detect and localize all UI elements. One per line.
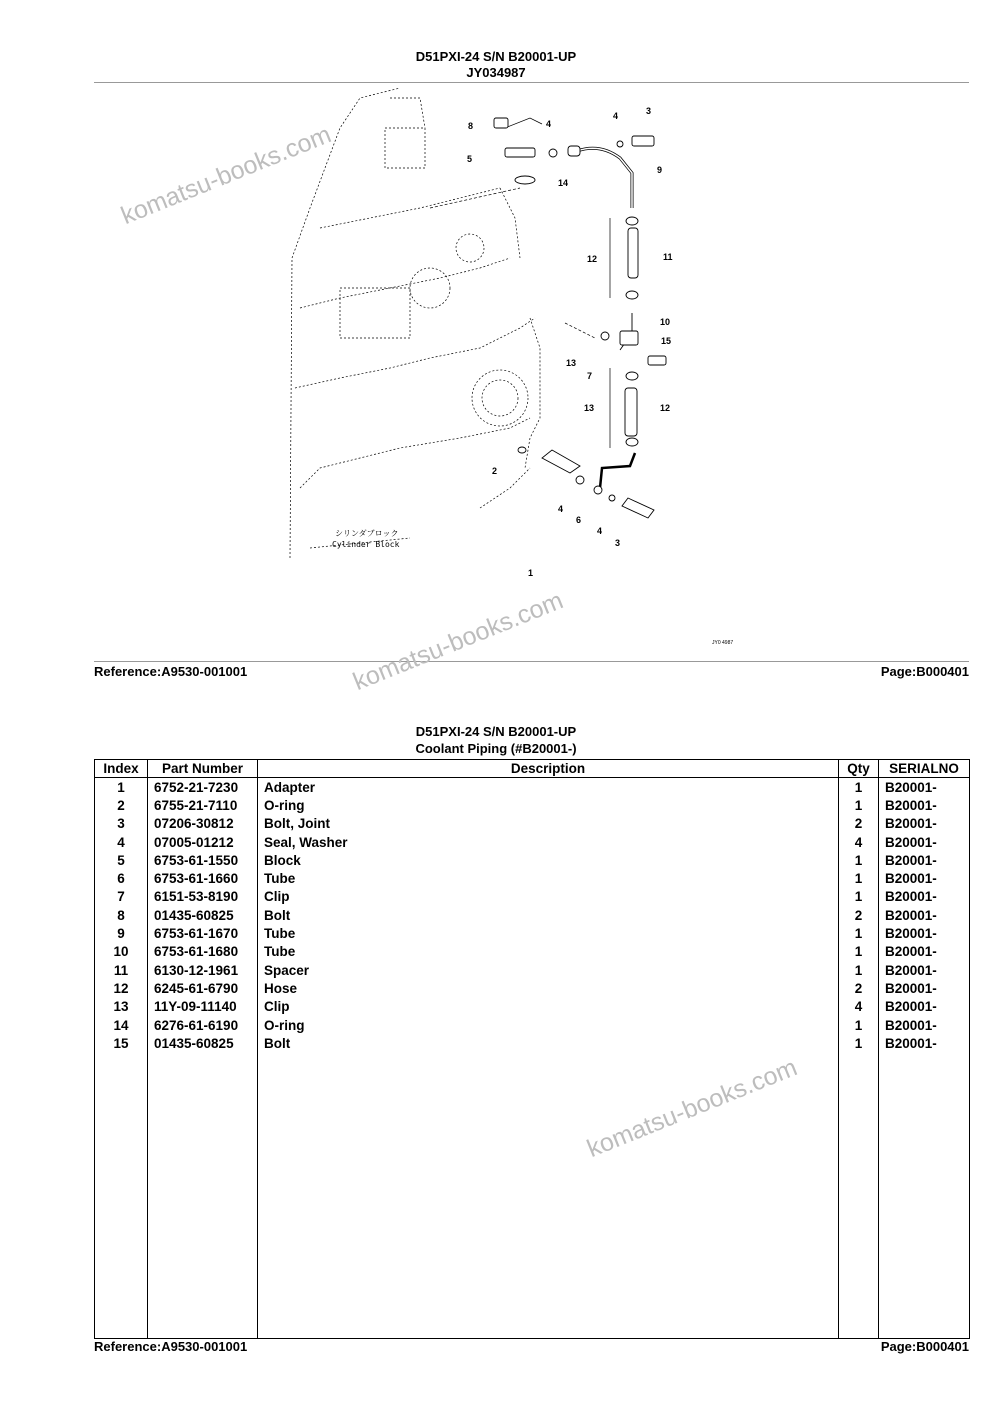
cell-serialno: B20001- bbox=[879, 1034, 970, 1052]
callout-4a: 4 bbox=[546, 119, 552, 129]
callout-6: 6 bbox=[576, 515, 582, 525]
cell-index: 10 bbox=[95, 943, 148, 961]
cell-qty: 1 bbox=[839, 961, 879, 979]
cell-part-number: 6752-21-7230 bbox=[148, 778, 258, 797]
callout-labels bbox=[332, 106, 733, 646]
cell-description: Block bbox=[258, 851, 839, 869]
cell-description: Adapter bbox=[258, 778, 839, 797]
cell-index: 14 bbox=[95, 1016, 148, 1034]
cell-qty: 1 bbox=[839, 851, 879, 869]
cell-index: 8 bbox=[95, 906, 148, 924]
cell-qty: 1 bbox=[839, 888, 879, 906]
cell-part-number: 6753-61-1550 bbox=[148, 851, 258, 869]
table-row bbox=[95, 943, 970, 961]
callout-4d: 4 bbox=[597, 526, 603, 536]
cell-serialno: B20001- bbox=[879, 979, 970, 997]
cell-qty: 1 bbox=[839, 924, 879, 942]
cell-part-number: 6276-61-6190 bbox=[148, 1016, 258, 1034]
cell-index: 1 bbox=[95, 778, 148, 797]
cell-serialno: B20001- bbox=[879, 924, 970, 942]
page2-reference: Reference:A9530-001001 bbox=[94, 1339, 248, 1354]
cell-qty: 1 bbox=[839, 1016, 879, 1034]
col-header-part-number: Part Number bbox=[148, 760, 258, 778]
exploded-parts-diagram bbox=[280, 88, 760, 658]
cell-qty: 1 bbox=[839, 1034, 879, 1052]
callout-13a: 12 bbox=[587, 254, 598, 264]
cell-description: O-ring bbox=[258, 796, 839, 814]
cell-index: 11 bbox=[95, 961, 148, 979]
callout-7: 7 bbox=[587, 371, 593, 381]
cell-index: 7 bbox=[95, 888, 148, 906]
filler-cell bbox=[879, 1052, 970, 1339]
cell-index: 12 bbox=[95, 979, 148, 997]
watermark-text: komatsu-books.com bbox=[349, 586, 568, 697]
table-row bbox=[95, 979, 970, 997]
col-header-description: Description bbox=[258, 760, 839, 778]
callout-10: 10 bbox=[660, 317, 671, 327]
cell-serialno: B20001- bbox=[879, 796, 970, 814]
col-header-index: Index bbox=[95, 760, 148, 778]
cell-part-number: 01435-60825 bbox=[148, 1034, 258, 1052]
parts-shapes bbox=[494, 118, 666, 518]
cell-qty: 1 bbox=[839, 869, 879, 887]
col-header-serialno: SERIALNO bbox=[879, 760, 970, 778]
cell-qty: 2 bbox=[839, 906, 879, 924]
filler-cell bbox=[839, 1052, 879, 1339]
watermark-text: komatsu-books.com bbox=[583, 1053, 802, 1164]
table-row bbox=[95, 796, 970, 814]
col-header-qty: Qty bbox=[839, 760, 879, 778]
header-divider bbox=[94, 82, 969, 83]
cell-part-number: 07005-01212 bbox=[148, 833, 258, 851]
callout-3a: 3 bbox=[646, 106, 652, 116]
table-row bbox=[95, 906, 970, 924]
cell-serialno: B20001- bbox=[879, 833, 970, 851]
cell-part-number: 6753-61-1680 bbox=[148, 943, 258, 961]
callout-5: 5 bbox=[467, 154, 473, 164]
footer-divider-1 bbox=[94, 661, 969, 662]
cell-serialno: B20001- bbox=[879, 869, 970, 887]
cell-part-number: 11Y-09-11140 bbox=[148, 998, 258, 1016]
cell-index: 15 bbox=[95, 1034, 148, 1052]
page1-subtitle: JY034987 bbox=[466, 65, 526, 80]
page2-page-number: Page:B000401 bbox=[880, 1339, 969, 1354]
callout-8: 8 bbox=[468, 121, 474, 131]
table-row bbox=[95, 961, 970, 979]
cell-serialno: B20001- bbox=[879, 851, 970, 869]
cell-part-number: 6151-53-8190 bbox=[148, 888, 258, 906]
table-row bbox=[95, 888, 970, 906]
cell-index: 4 bbox=[95, 833, 148, 851]
cell-qty: 2 bbox=[839, 815, 879, 833]
table-row bbox=[95, 869, 970, 887]
cell-description: Clip bbox=[258, 888, 839, 906]
cell-serialno: B20001- bbox=[879, 815, 970, 833]
cell-serialno: B20001- bbox=[879, 906, 970, 924]
table-row bbox=[95, 815, 970, 833]
cell-description: Bolt bbox=[258, 906, 839, 924]
cell-description: Bolt bbox=[258, 1034, 839, 1052]
callout-3b: 3 bbox=[615, 538, 621, 548]
callout-1: 1 bbox=[528, 568, 534, 578]
watermark-text: komatsu-books.com bbox=[117, 120, 336, 231]
filler-cell bbox=[148, 1052, 258, 1339]
cell-description: Hose bbox=[258, 979, 839, 997]
callout-4b: 4 bbox=[613, 111, 619, 121]
page1-reference: Reference:A9530-001001 bbox=[94, 664, 248, 679]
cell-part-number: 01435-60825 bbox=[148, 906, 258, 924]
table-row bbox=[95, 998, 970, 1016]
table-row bbox=[95, 924, 970, 942]
cell-index: 6 bbox=[95, 869, 148, 887]
cell-part-number: 6245-61-6790 bbox=[148, 979, 258, 997]
callout-13b: 13 bbox=[584, 403, 595, 413]
block-label-jp: シリンダブロック bbox=[335, 529, 399, 538]
cell-qty: 2 bbox=[839, 979, 879, 997]
cell-description: O-ring bbox=[258, 1016, 839, 1034]
callout-15: 15 bbox=[661, 336, 672, 346]
table-row bbox=[95, 1034, 970, 1052]
cell-description: Clip bbox=[258, 998, 839, 1016]
cell-serialno: B20001- bbox=[879, 943, 970, 961]
cell-description: Tube bbox=[258, 943, 839, 961]
callout-9: 9 bbox=[657, 165, 663, 175]
cell-description: Tube bbox=[258, 924, 839, 942]
callout-12b: 12 bbox=[660, 403, 671, 413]
cell-serialno: B20001- bbox=[879, 888, 970, 906]
table-row bbox=[95, 833, 970, 851]
cell-serialno: B20001- bbox=[879, 778, 970, 797]
cell-part-number: 6130-12-1961 bbox=[148, 961, 258, 979]
page1-page-number: Page:B000401 bbox=[880, 664, 969, 679]
cell-qty: 4 bbox=[839, 998, 879, 1016]
parts-table bbox=[94, 759, 970, 1339]
table-row bbox=[95, 778, 970, 797]
cell-serialno: B20001- bbox=[879, 1016, 970, 1034]
page1-title: D51PXI-24 S/N B20001-UP bbox=[415, 49, 577, 64]
callout-11: 13 bbox=[566, 358, 577, 368]
cell-part-number: 6755-21-7110 bbox=[148, 796, 258, 814]
cell-description: Bolt, Joint bbox=[258, 815, 839, 833]
callout-14: 14 bbox=[558, 178, 569, 188]
cell-qty: 1 bbox=[839, 943, 879, 961]
block-label: Cylinder Block bbox=[332, 540, 400, 549]
cell-index: 3 bbox=[95, 815, 148, 833]
cell-qty: 4 bbox=[839, 833, 879, 851]
cell-description: Seal, Washer bbox=[258, 833, 839, 851]
filler-cell bbox=[95, 1052, 148, 1339]
callout-4c: 4 bbox=[558, 504, 564, 514]
cell-serialno: B20001- bbox=[879, 961, 970, 979]
leader-lines bbox=[430, 118, 610, 448]
callout-2: 2 bbox=[492, 466, 498, 476]
page2-title: D51PXI-24 S/N B20001-UP bbox=[415, 724, 577, 739]
cell-index: 2 bbox=[95, 796, 148, 814]
cell-index: 9 bbox=[95, 924, 148, 942]
table-row bbox=[95, 851, 970, 869]
callout-12a: 11 bbox=[663, 252, 673, 262]
cell-qty: 1 bbox=[839, 796, 879, 814]
cell-description: Spacer bbox=[258, 961, 839, 979]
cell-part-number: 07206-30812 bbox=[148, 815, 258, 833]
cell-index: 13 bbox=[95, 998, 148, 1016]
table-header-row bbox=[95, 760, 970, 778]
page2-subtitle: Coolant Piping (#B20001-) bbox=[415, 741, 577, 756]
table-row bbox=[95, 1016, 970, 1034]
table-filler-row bbox=[95, 1052, 970, 1339]
cell-part-number: 6753-61-1670 bbox=[148, 924, 258, 942]
cell-part-number: 6753-61-1660 bbox=[148, 869, 258, 887]
cell-index: 5 bbox=[95, 851, 148, 869]
figure-code: JY0 4987 bbox=[712, 640, 734, 646]
cell-serialno: B20001- bbox=[879, 998, 970, 1016]
cylinder-block-sketch bbox=[290, 88, 540, 558]
cell-description: Tube bbox=[258, 869, 839, 887]
cell-qty: 1 bbox=[839, 778, 879, 797]
